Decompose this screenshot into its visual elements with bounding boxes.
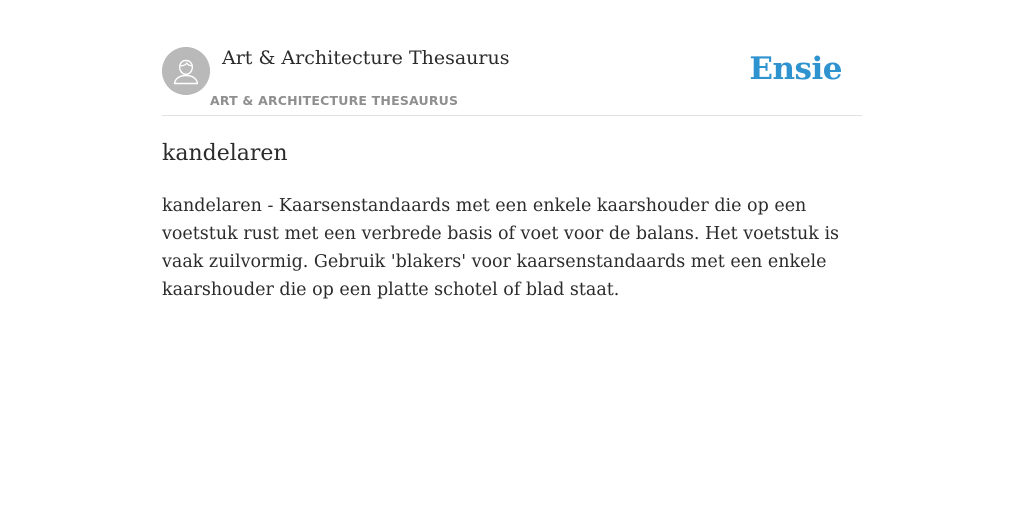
entry-title: kandelaren <box>162 141 288 166</box>
entry-header <box>162 0 862 116</box>
author-name[interactable]: Art & Architecture Thesaurus <box>222 47 510 69</box>
entry-definition: kandelaren - Kaarsenstandaards met een enkele kaarshouder die op een voetstuk rust met een verbrede basis of voet voor de balans. Het voetstuk is vaak zuilvormig. Gebruik 'blakers' voor kaarsenstandaards met een enkele kaarshouder die op een platte schotel of blad staat. <box>162 196 840 300</box>
user-avatar-icon[interactable] <box>162 47 210 95</box>
source-label: ART & ARCHITECTURE THESAURUS <box>210 93 459 108</box>
entry-card <box>162 0 862 300</box>
ensie-logo[interactable]: Ensie <box>749 51 842 87</box>
